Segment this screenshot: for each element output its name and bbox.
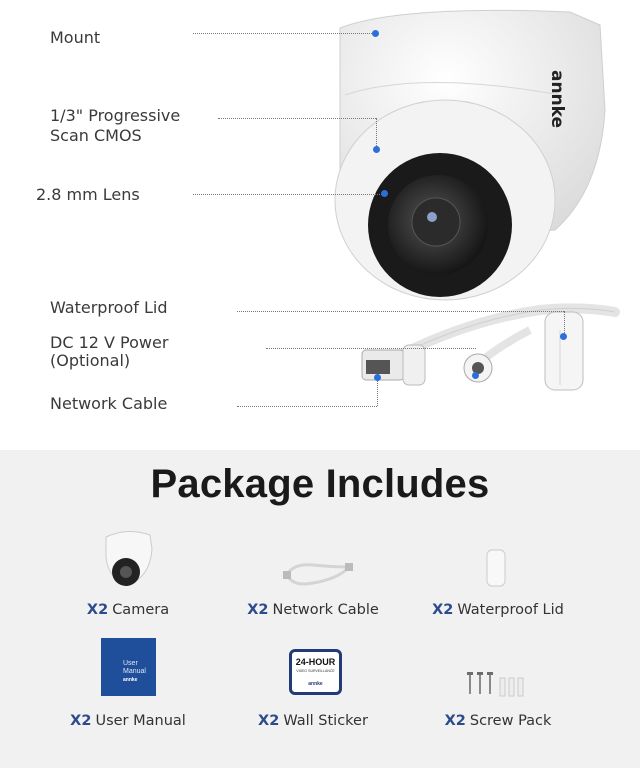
- lens-label: 2.8 mm Lens: [36, 185, 140, 204]
- network-cable-label: Network Cable: [50, 394, 168, 413]
- mount-label: Mount: [50, 28, 101, 47]
- waterproof-lid-label: Waterproof Lid: [50, 298, 168, 317]
- sensor-label-line1: 1/3" Progressive: [50, 106, 181, 125]
- package-item-camera: [48, 602, 208, 618]
- item-qty: X2: [86, 602, 109, 618]
- item-label: Camera: [112, 602, 170, 618]
- package-item-wall-sticker: [233, 713, 393, 729]
- item-qty: X2: [70, 713, 92, 729]
- camera-icon: [98, 527, 158, 587]
- package-item-network-cable: [233, 602, 393, 618]
- manual-text-line1: User: [123, 660, 138, 667]
- manual-brand: annke: [123, 677, 138, 683]
- power-label-line2: (Optional): [50, 351, 131, 370]
- cable-leader-line: [237, 406, 377, 407]
- package-item-user-manual: [48, 713, 208, 729]
- sticker-brand: annke: [308, 681, 323, 687]
- screw-icon: [466, 670, 530, 700]
- package-title: Package Includes: [150, 462, 490, 506]
- sticker-text: 24-HOUR: [295, 657, 336, 667]
- item-qty: X2: [258, 713, 280, 729]
- cable-icon: [283, 553, 353, 593]
- power-dot: [472, 372, 479, 379]
- item-label: Screw Pack: [469, 713, 552, 729]
- lid-dot: [560, 333, 567, 340]
- lid-icon: [485, 548, 509, 588]
- cable-dot: [374, 374, 381, 381]
- lid-leader-line: [237, 311, 564, 312]
- package-item-waterproof-lid: [418, 602, 578, 618]
- item-qty: X2: [432, 602, 454, 618]
- package-item-screw-pack: [418, 713, 578, 729]
- item-qty: X2: [247, 602, 269, 618]
- sticker-icon: [289, 649, 342, 695]
- sensor-dot: [373, 146, 380, 153]
- item-qty: X2: [444, 713, 466, 729]
- item-label: Network Cable: [272, 602, 379, 618]
- sensor-leader-line: [218, 118, 376, 119]
- power-label-line1: DC 12 V Power: [50, 333, 169, 352]
- brand-logo: annke: [547, 70, 567, 129]
- manual-icon: [101, 638, 156, 696]
- lens-dot: [381, 190, 388, 197]
- item-label: User Manual: [95, 713, 186, 729]
- item-label: Waterproof Lid: [457, 602, 564, 618]
- manual-text-line2: Manual: [123, 668, 146, 675]
- item-label: Wall Sticker: [283, 713, 368, 729]
- sensor-label-line2: Scan CMOS: [50, 126, 142, 145]
- mount-dot: [372, 30, 379, 37]
- sticker-subtext: VIDEO SURVEILLANCE: [296, 669, 335, 673]
- power-leader-line: [266, 348, 476, 349]
- mount-leader-line: [193, 33, 376, 34]
- lens-leader-line: [193, 194, 384, 195]
